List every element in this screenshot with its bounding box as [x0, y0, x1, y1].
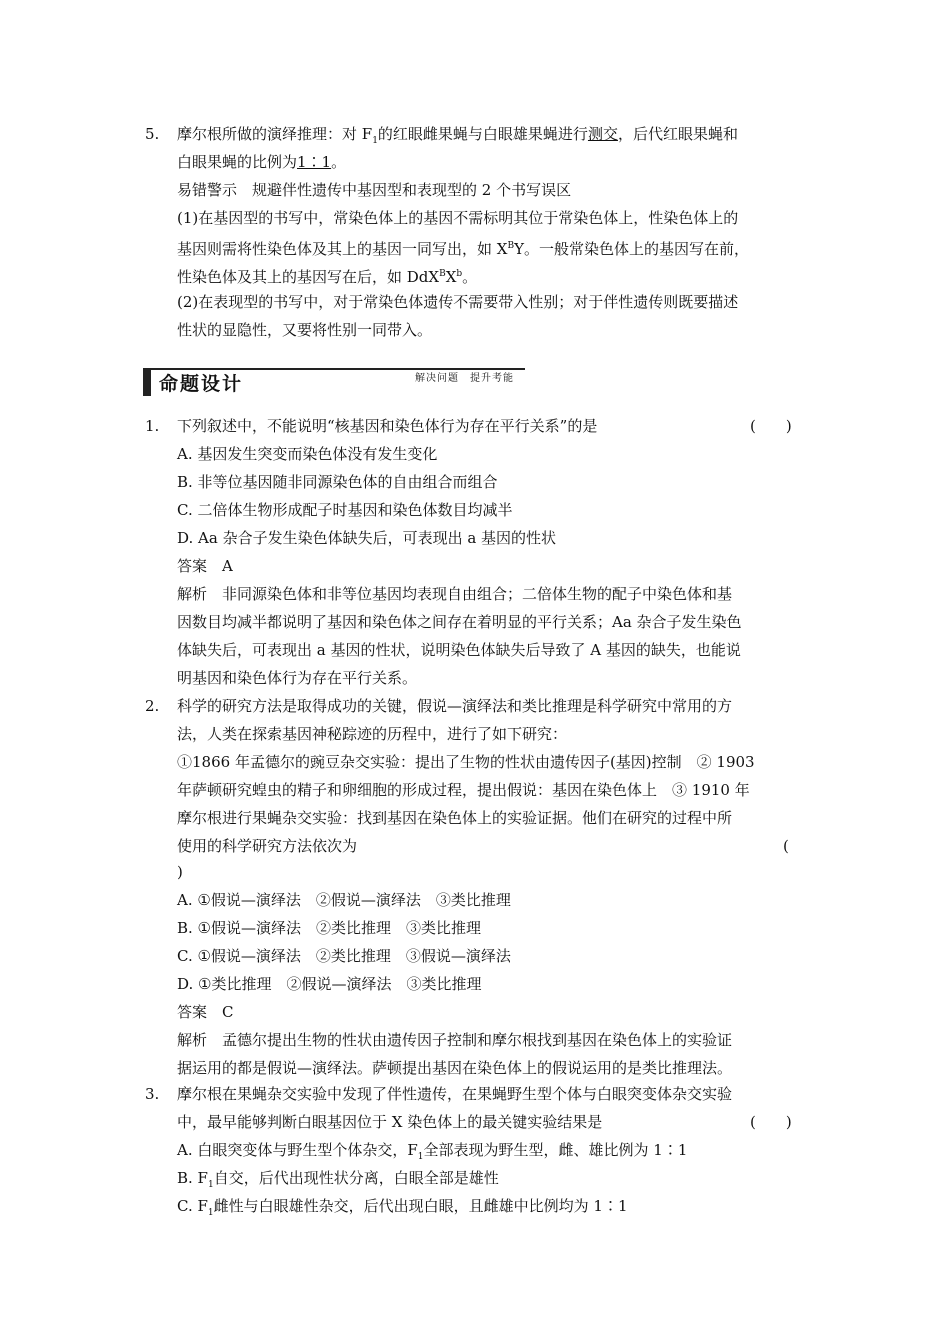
tip-text: X [445, 268, 457, 286]
q1-analysis-line: 解析 非同源染色体和非等位基因均表现自由组合；二倍体生物的配子中染色体和基 [177, 585, 733, 603]
banner-rule [143, 368, 525, 370]
question-3-number: 3. [145, 1085, 160, 1103]
q2-option-b: B. ①假说—演绎法 ②类比推理 ③类比推理 [177, 919, 482, 937]
q1-analysis-line: 体缺失后，可表现出 a 基因的性状，说明染色体缺失后导致了 A 基因的缺失，也能说 [177, 641, 741, 659]
q5-line-1 [177, 124, 738, 151]
q2-option-c: C. ①假说—演绎法 ②类比推理 ③假说—演绎法 [177, 947, 511, 965]
q1-analysis-line: 因数目均减半都说明了基因和染色体之间存在着明显的平行关系；Aa 杂合子发生染色 [177, 613, 742, 631]
q2-option-d: D. ①类比推理 ②假说—演绎法 ③类比推理 [177, 975, 482, 993]
q3-option-c [177, 1196, 627, 1223]
q3-text: A. 白眼突变体与野生型个体杂交，F [177, 1141, 418, 1159]
q2-answer-blank-open: ( [783, 837, 789, 855]
tip-p2-line-1: (2)在表现型的书写中，对于常染色体遗传不需要带入性别；对于伴性遗传则既要描述 [177, 293, 739, 311]
q2-stem-line: 科学的研究方法是取得成功的关键，假说—演绎法和类比推理是科学研究中常用的方 [177, 697, 733, 715]
question-2-number: 2. [145, 697, 160, 715]
q2-stem-line: 摩尔根进行果蝇杂交实验：找到基因在染色体上的实验证据。他们在研究的过程中所 [177, 809, 733, 827]
q2-answer-blank-close: ) [177, 863, 183, 881]
q3-text: C. F [177, 1197, 208, 1215]
q2-answer: 答案 C [177, 1003, 234, 1021]
q1-answer: 答案 A [177, 557, 233, 575]
q1-analysis-line: 明基因和染色体行为存在平行关系。 [177, 669, 418, 687]
q5-text: 白眼果蝇的比例为 [177, 153, 298, 171]
q2-stem-line: ①1866 年孟德尔的豌豆杂交实验：提出了生物的性状由遗传因子(基因)控制 ② 1903 [177, 753, 755, 771]
q1-option-b: B. 非等位基因随非同源染色体的自由组合而组合 [177, 473, 498, 491]
q1-option-d: D. Aa 杂合子发生染色体缺失后，可表现出 a 基因的性状 [177, 529, 557, 547]
q2-analysis-line: 据运用的都是假说—演绎法。萨顿提出基因在染色体上的假说运用的是类比推理法。 [177, 1059, 733, 1077]
tip-p1-line-1: (1)在基因型的书写中，常染色体上的基因不需标明其位于常染色体上，性染色体上的 [177, 209, 739, 227]
q3-subscript: 1 [207, 1208, 214, 1218]
tip-text: 基因则需将性染色体及其上的基因一同写出，如 X [177, 240, 508, 258]
question-5-number: 5. [145, 125, 160, 143]
q3-text: 自交，后代出现性状分离，白眼全部是雄性 [213, 1169, 499, 1187]
q2-stem-line: 法，人类在探索基因神秘踪迹的历程中，进行了如下研究： [177, 725, 568, 743]
tip-p1-line-2 [177, 236, 749, 259]
q2-stem-line: 年萨顿研究蝗虫的精子和卵细胞的形成过程，提出假说：基因在染色体上 ③ 1910 年 [177, 781, 750, 799]
tip-p2-line-2: 性状的显隐性，又要将性别一同带入。 [177, 321, 433, 339]
q3-subscript: 1 [207, 1180, 214, 1190]
q3-option-a [177, 1140, 687, 1167]
q1-answer-blank: ( ) [750, 417, 792, 435]
q3-stem-line: 摩尔根在果蝇杂交实验中发现了伴性遗传，在果蝇野生型个体与白眼突变体杂交实验 [177, 1085, 733, 1103]
q3-stem-line: 中，最早能够判断白眼基因位于 X 染色体上的最关键实验结果是 [177, 1113, 603, 1131]
banner-subtitle: 解决问题 提升考能 [415, 373, 514, 384]
tip-text: 性染色体及其上的基因写在后，如 DdX [177, 268, 440, 286]
q5-line-2 [177, 152, 346, 172]
banner-title: 命题设计 [159, 373, 244, 395]
tip-text: Y。一般常染色体上的基因写在前， [514, 240, 749, 258]
q5-text: 的红眼雌果蝇与白眼雄果蝇进行 [377, 125, 588, 143]
banner-marker [143, 368, 151, 396]
tip-superscript: B [507, 241, 515, 251]
q5-subscript: 1 [372, 136, 378, 146]
tip-title: 易错警示 规避伴性遗传中基因型和表现型的 2 个书写误区 [177, 181, 572, 199]
q3-text: 全部表现为野生型，雌、雄比例为 1∶1 [423, 1141, 688, 1159]
q2-analysis-line: 解析 孟德尔提出生物的性状由遗传因子控制和摩尔根找到基因在染色体上的实验证 [177, 1031, 733, 1049]
q3-text: B. F [177, 1169, 208, 1187]
tip-superscript: B [439, 269, 446, 279]
q5-text: ，后代红眼果蝇和 [617, 125, 738, 143]
q1-option-c: C. 二倍体生物形成配子时基因和染色体数目均减半 [177, 501, 513, 519]
tip-text: 。 [462, 268, 478, 286]
q3-text: 雌性与白眼雄性杂交，后代出现白眼，且雌雄中比例均为 1∶1 [213, 1197, 628, 1215]
q3-answer-blank: ( ) [750, 1113, 792, 1131]
q1-option-a: A. 基因发生突变而染色体没有发生变化 [177, 445, 438, 463]
tip-superscript: b [456, 269, 463, 279]
q5-underlined-term: 测交 [587, 125, 618, 143]
q3-option-b [177, 1168, 499, 1195]
tip-p1-line-3 [177, 264, 477, 287]
section-banner [143, 364, 525, 396]
q2-option-a: A. ①假说—演绎法 ②假说—演绎法 ③类比推理 [177, 891, 511, 909]
q3-subscript: 1 [417, 1152, 424, 1162]
q5-text: 摩尔根所做的演绎推理：对 F [177, 125, 373, 143]
q1-stem: 下列叙述中，不能说明“核基因和染色体行为存在平行关系”的是 [177, 417, 598, 435]
q2-stem-line: 使用的科学研究方法依次为 [177, 837, 358, 855]
q5-underlined-ratio: 1∶1 [297, 153, 332, 171]
question-1-number: 1. [145, 417, 160, 435]
q5-text: 。 [331, 153, 347, 171]
